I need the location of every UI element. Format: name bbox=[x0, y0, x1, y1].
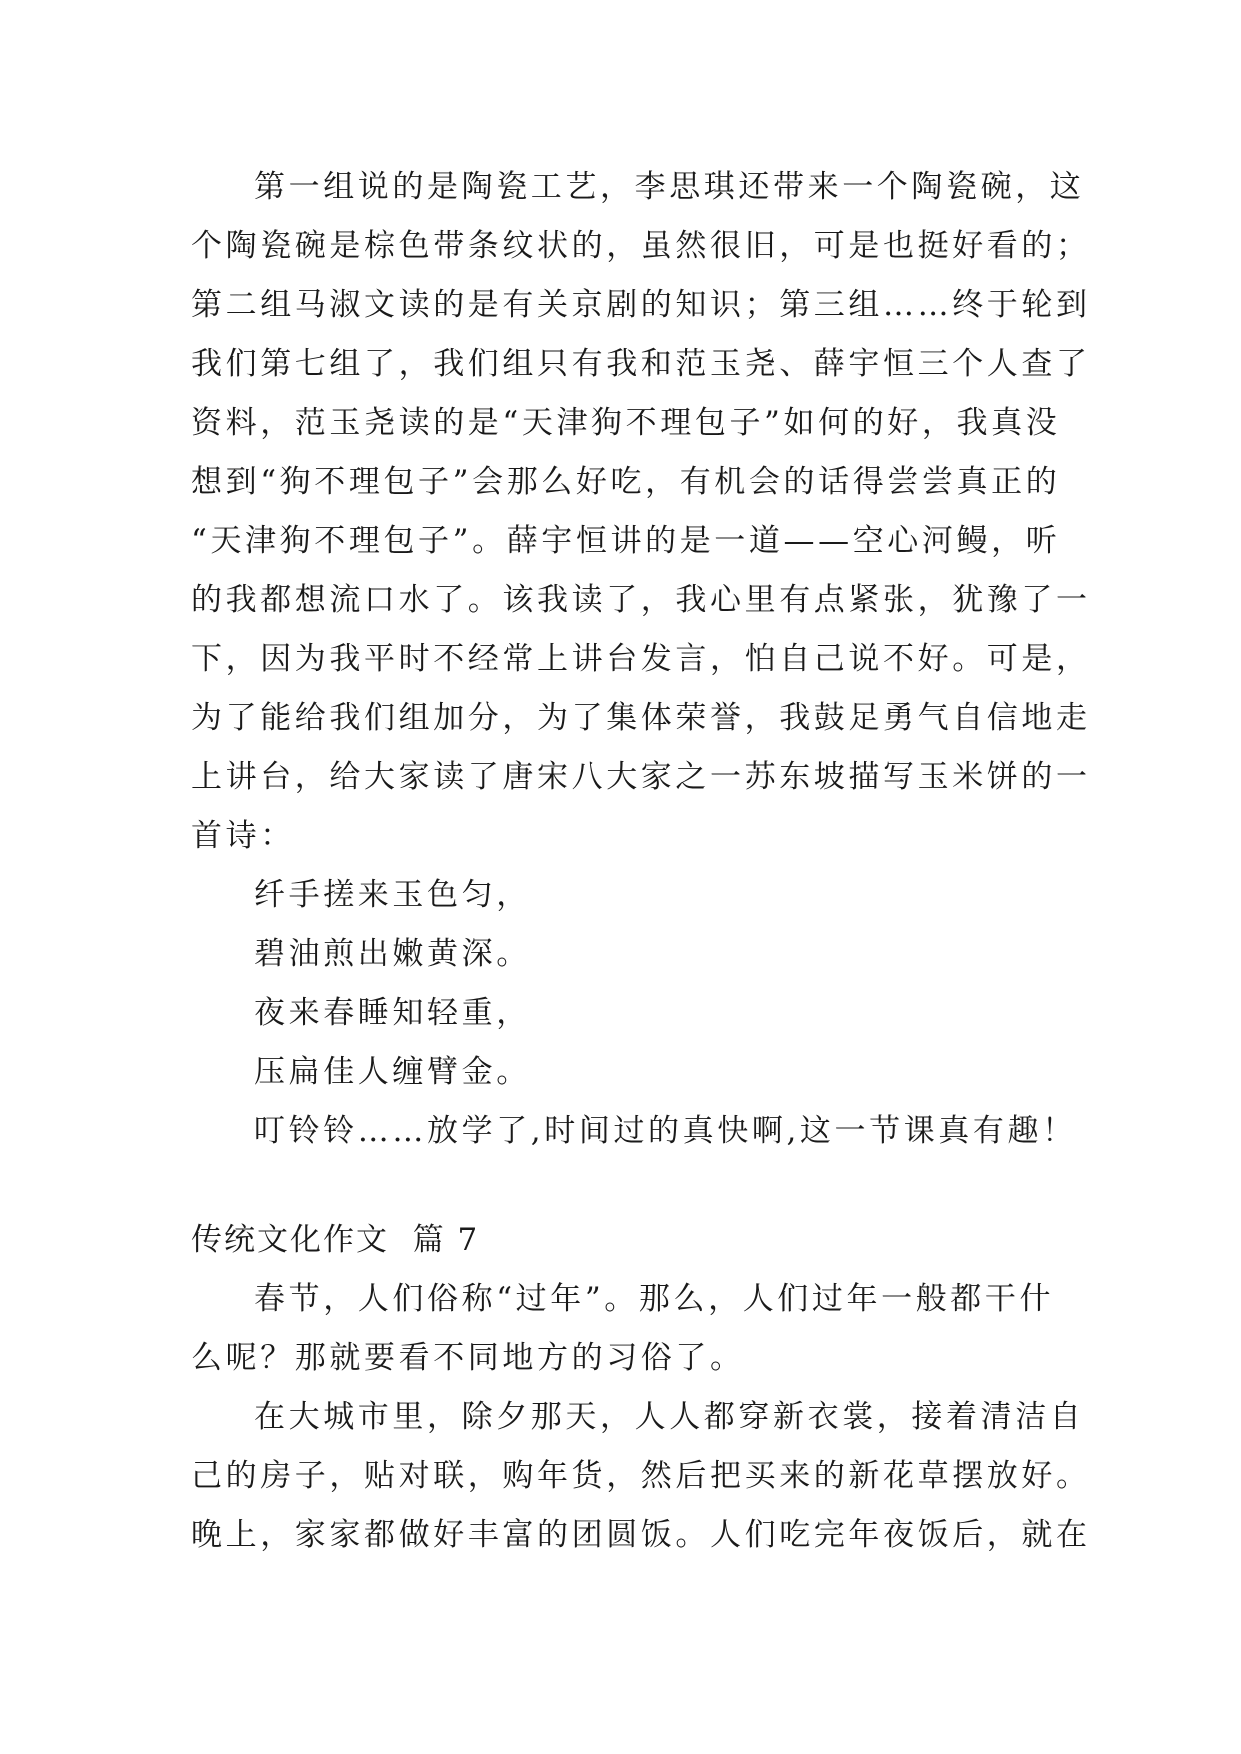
paragraph-line: 第一组说的是陶瓷工艺，李思琪还带来一个陶瓷碗，这 bbox=[254, 169, 1085, 205]
paragraph-line: 己的房子，贴对联，购年货，然后把买来的新花草摆放好。 bbox=[191, 1458, 1091, 1494]
paragraph-line: 上讲台，给大家读了唐宋八大家之一苏东坡描写玉米饼的一 bbox=[191, 759, 1091, 795]
section-title: 传统文化作文 篇 7 bbox=[191, 1222, 480, 1258]
closing-line: 叮铃铃……放学了,时间过的真快啊,这一节课真有趣！ bbox=[254, 1113, 1077, 1149]
poem-line: 碧油煎出嫩黄深。 bbox=[254, 936, 531, 972]
paragraph-line: 在大城市里，除夕那天，人人都穿新衣裳，接着清洁自 bbox=[254, 1399, 1085, 1435]
paragraph-line: 下，因为我平时不经常上讲台发言，怕自己说不好。可是， bbox=[191, 641, 1091, 677]
paragraph-line: 第二组马淑文读的是有关京剧的知识；第三组……终于轮到 bbox=[191, 287, 1091, 323]
poem-line: 压扁佳人缠臂金。 bbox=[254, 1054, 531, 1090]
paragraph-line: 为了能给我们组加分，为了集体荣誉，我鼓足勇气自信地走 bbox=[191, 700, 1091, 736]
poem-line: 夜来春睡知轻重， bbox=[254, 995, 531, 1031]
paragraph-line: “天津狗不理包子”。薛宇恒讲的是一道——空心河鳗，听 bbox=[191, 523, 1061, 559]
paragraph-line: 个陶瓷碗是棕色带条纹状的，虽然很旧，可是也挺好看的； bbox=[191, 228, 1091, 264]
paragraph-line: 么呢？那就要看不同地方的习俗了。 bbox=[191, 1340, 745, 1376]
paragraph-line: 首诗： bbox=[191, 818, 295, 854]
paragraph-line: 想到“狗不理包子”会那么好吃，有机会的话得尝尝真正的 bbox=[191, 464, 1061, 500]
paragraph-line: 晚上，家家都做好丰富的团圆饭。人们吃完年夜饭后，就在 bbox=[191, 1517, 1091, 1553]
paragraph-line: 资料，范玉尧读的是“天津狗不理包子”如何的好，我真没 bbox=[191, 405, 1061, 441]
paragraph-line: 的我都想流口水了。该我读了，我心里有点紧张，犹豫了一 bbox=[191, 582, 1091, 618]
paragraph-line: 我们第七组了，我们组只有我和范玉尧、薛宇恒三个人查了 bbox=[191, 346, 1091, 382]
poem-line: 纤手搓来玉色匀， bbox=[254, 877, 531, 913]
paragraph-line: 春节，人们俗称“过年”。那么，人们过年一般都干什 bbox=[254, 1281, 1055, 1317]
